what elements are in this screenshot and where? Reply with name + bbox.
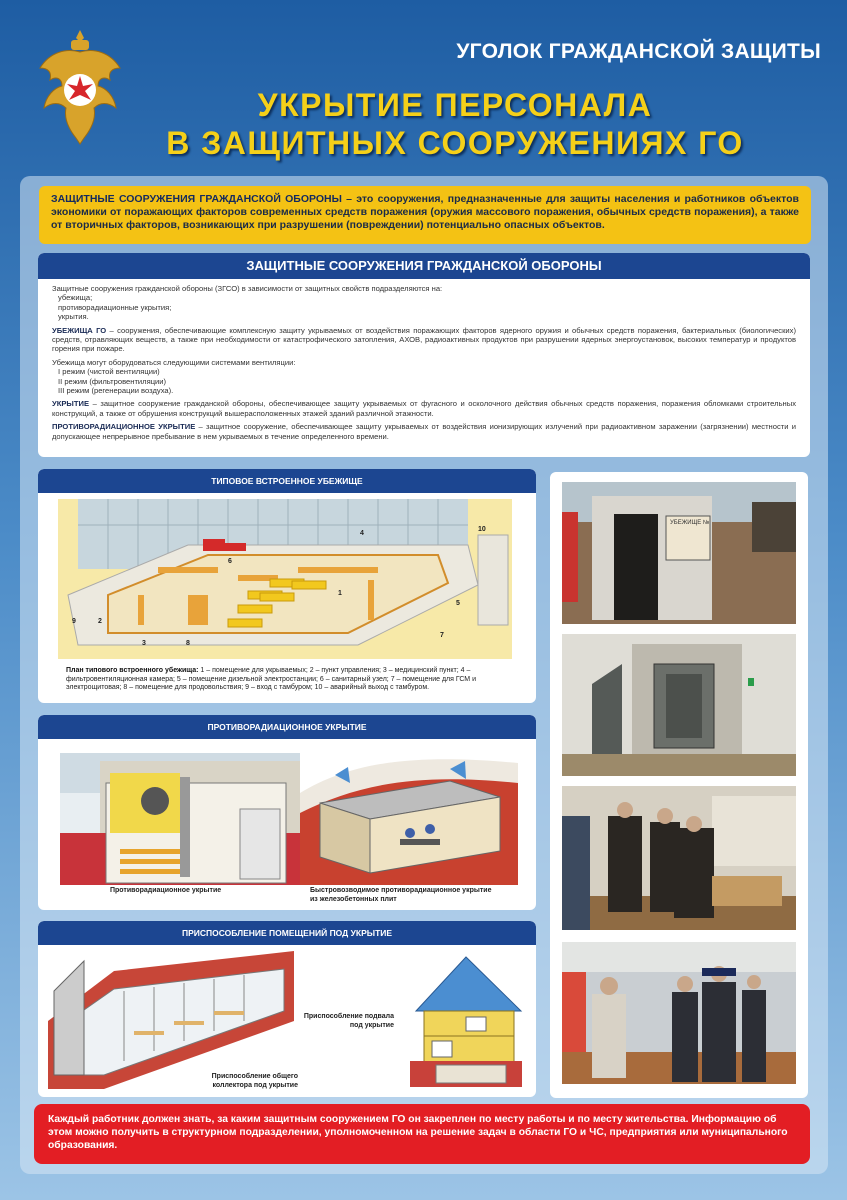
shelter-briefing-photo <box>562 942 796 1084</box>
type-item: противорадиационные укрытия; <box>58 302 172 312</box>
plan-label: 7 <box>440 632 444 639</box>
type-item: убежища; <box>58 293 93 303</box>
cover-term: УКРЫТИЕ <box>52 399 90 409</box>
info-panel <box>38 253 810 457</box>
shelter-term: УБЕЖИЩА ГО <box>52 325 107 335</box>
plan-label: 5 <box>456 600 460 607</box>
shelter-text: – сооружения, обеспечивающие комплексную защиту укрываемых от воздействия поражающих факторов ядерного оружия и обычных средств поражения, бактериальных (биологических) средств, отравляющих веществ, а также при необходимости от катастрофического затопления, АХОВ, радиоактивных продуктов при разрушении ядерных энергоустановок, высоких температур и продуктов горения при пожаре. <box>52 325 796 354</box>
info-intro: Защитные сооружения гражданской обороны (ЗГСО) в зависимости от защитных свойств подразделяются на: <box>52 284 443 293</box>
cover-text: – защитное сооружение гражданской обороны, обеспечивающее защиту укрываемых от фугасного и осколочного действия обычных средств поражения, поражения обломками строительных конструкций, а также от обрушения конструкций вышерасположенных этажей зданий различной этажности. <box>52 399 796 418</box>
adaptation-card-title: ПРИСПОСОБЛЕНИЕ ПОМЕЩЕНИЙ ПОД УКРЫТИЕ <box>38 921 536 945</box>
anti-radiation-card <box>38 715 536 910</box>
shelter-entrance-photo <box>562 482 796 624</box>
prefab-shelter-illustration <box>300 753 518 885</box>
shelter-card-title: ТИПОВОЕ ВСТРОЕННОЕ УБЕЖИЩЕ <box>38 469 536 493</box>
definition-term: ЗАЩИТНЫЕ СООРУЖЕНИЯ ГРАЖДАНСКОЙ ОБОРОНЫ <box>51 193 342 205</box>
shelter-card <box>38 469 536 703</box>
anti-radiation-card-title: ПРОТИВОРАДИАЦИОННОЕ УКРЫТИЕ <box>38 715 536 739</box>
emergency-ministry-emblem-icon <box>36 28 124 146</box>
adaptation-card <box>38 921 536 1097</box>
shelter-inspection-photo <box>562 786 796 930</box>
basement-shelter-caption: Приспособление подвала под укрытие <box>303 1013 394 1029</box>
shelter-plan-caption: План типового встроенного убежища: 1 – помещение для укрываемых; 2 – пункт управления; 3 – медицинский пункт; 4 – фильтровентиляционная камера; 5 – помещение дизельной электростанции; 6 – санитарный узел; 7 – помещение для ГСМ и электрощитовая; 8 – помещение для продовольствия; 9 – вход с тамбуром; 10 – аварийный выход с тамбуром. <box>66 667 476 692</box>
info-body <box>38 279 810 450</box>
collector-shelter-caption: Приспособление общего коллектора под укрытие <box>211 1073 298 1089</box>
footer-notice: Каждый работник должен знать, за каким защитным сооружением ГО он закреплен по месту работы и по месту жительства. Информацию об этом можно получить в структурном подразделении, уполномоченном на решение задач в области ГО и ЧС, предприятия или муниципального образования. <box>34 1104 810 1164</box>
shelter-corridor-photo <box>562 634 796 776</box>
vent-mode: III режим (регенерации воздуха). <box>58 386 174 396</box>
basement-shelter-illustration <box>406 951 526 1089</box>
building-shelter-caption: Противорадиационное укрытие <box>110 887 222 894</box>
plan-label: 6 <box>228 558 232 565</box>
type-item: укрытия. <box>58 312 89 322</box>
anti-radiation-term: ПРОТИВОРАДИАЦИОННОЕ УКРЫТИЕ <box>52 422 196 432</box>
vent-intro: Убежища могут оборудоваться следующими системами вентиляции: <box>52 357 296 367</box>
info-panel-title: ЗАЩИТНЫЕ СООРУЖЕНИЯ ГРАЖДАНСКОЙ ОБОРОНЫ <box>38 253 810 279</box>
plan-label: 9 <box>72 618 76 625</box>
plan-label: 3 <box>142 640 146 647</box>
building-shelter-illustration <box>60 753 300 885</box>
plan-label: 4 <box>360 530 364 537</box>
shelter-plan-illustration <box>38 495 536 665</box>
plan-label: 8 <box>186 640 190 647</box>
vent-mode: II режим (фильтровентиляции) <box>58 376 167 386</box>
plan-label: 10 <box>478 526 486 533</box>
prefab-shelter-caption: Быстровозводимое противорадиационное укрытие из железобетонных плит <box>310 887 492 903</box>
plan-label: 1 <box>338 590 342 597</box>
title-line-2: В ЗАЩИТНЫХ СООРУЖЕНИЯХ ГО <box>166 125 744 161</box>
shelter-sign-text: УБЕЖИЩЕ № <box>670 520 710 526</box>
photo-column <box>550 472 808 1098</box>
page-title <box>130 86 780 162</box>
plan-label: 2 <box>98 618 102 625</box>
title-line-1: УКРЫТИЕ ПЕРСОНАЛА <box>257 87 653 123</box>
corner-title: УГОЛОК ГРАЖДАНСКОЙ ЗАЩИТЫ <box>456 40 821 63</box>
collector-shelter-illustration <box>44 951 294 1089</box>
anti-radiation-text: – защитное сооружение, обеспечивающее защиту укрываемых от воздействия ионизирующих излучений при радиоактивном заражении (загрязнении) местности и допускающее непрерывное пребывание в нем укрываемых в течение определенного времени. <box>52 422 796 441</box>
definition-text: – это сооружения, предназначенные для защиты населения и работников объектов экономики от поражающих факторов современных средств поражения (оружия массового поражения, обычных средств поражения), а также от вторичных факторов, возникающих при разрушении (повреждении) потенциально опасных объектов. <box>51 193 799 231</box>
vent-mode: I режим (чистой вентиляции) <box>58 367 160 377</box>
definition-box <box>39 186 811 244</box>
